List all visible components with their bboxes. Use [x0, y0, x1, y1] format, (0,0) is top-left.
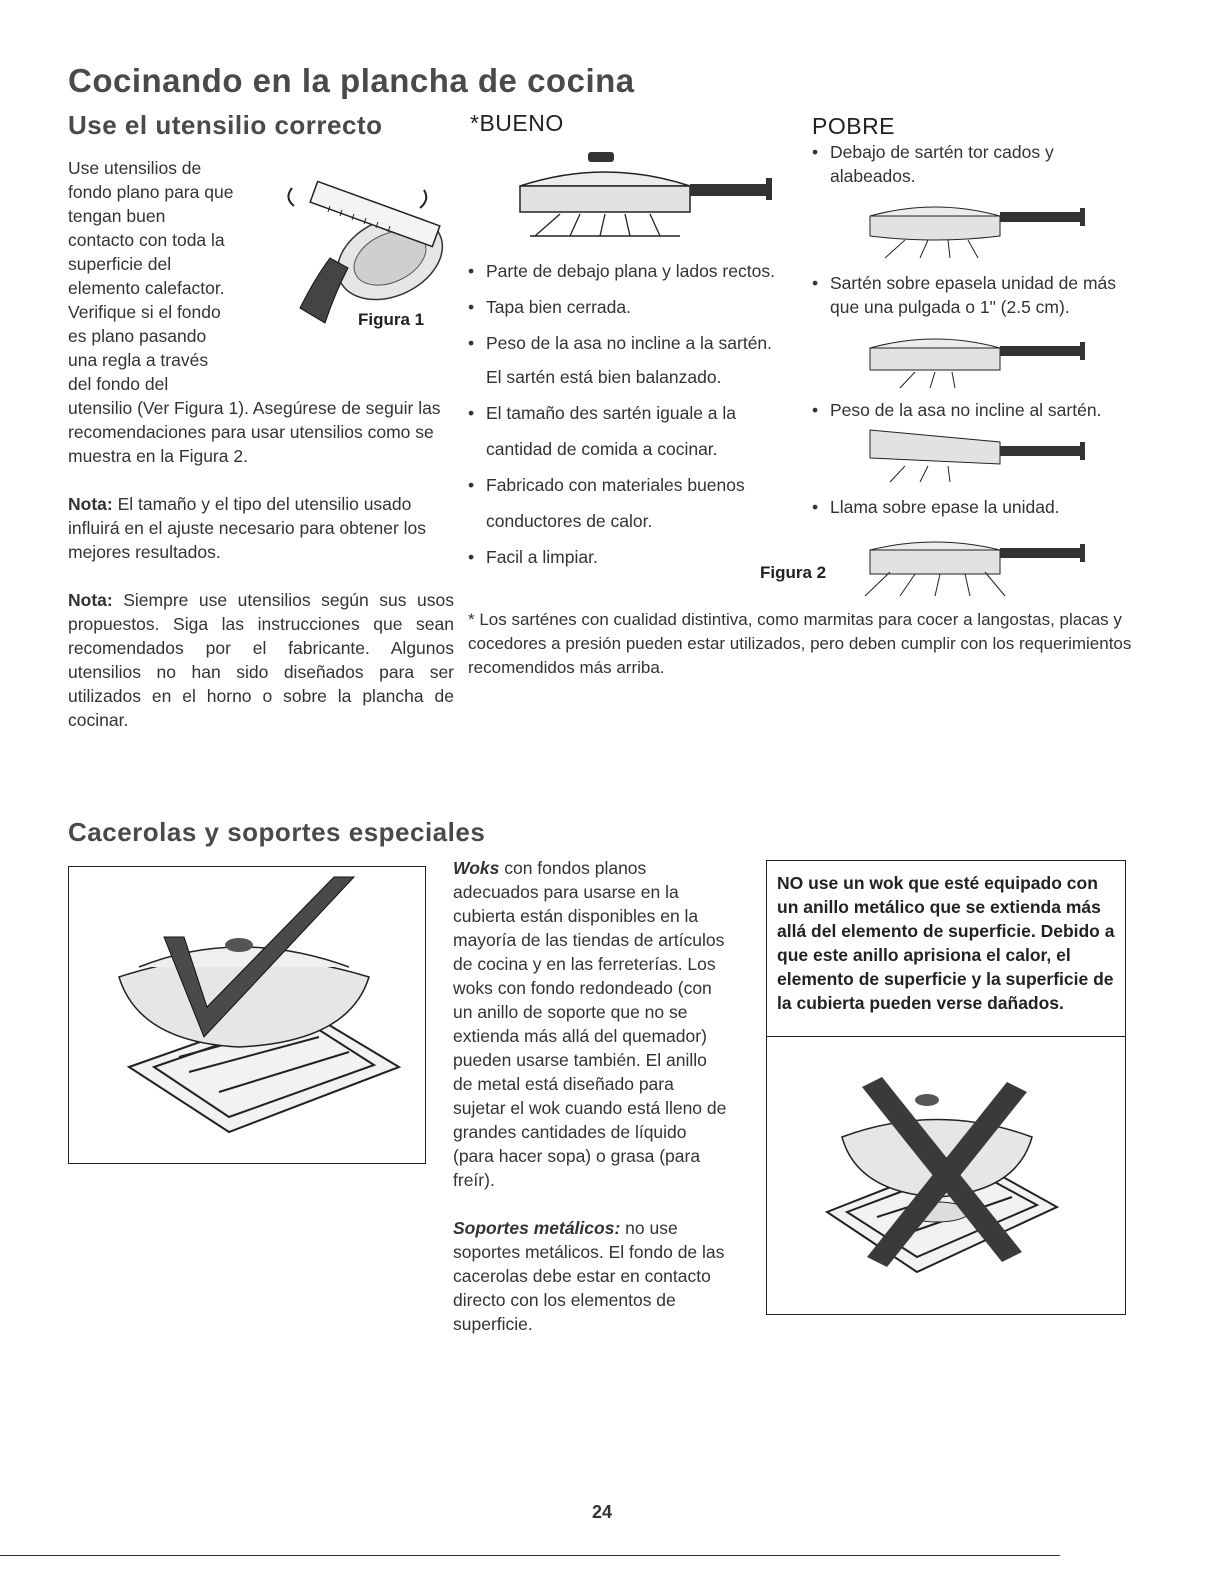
warning-text: NO use un wok que esté equipado con un anillo metálico que se extienda más allá del elemento de superficie. Debido a que este anillo aprisiona el calor, el elemento de superficie y la superficie de la cubierta pueden verse dañados.	[767, 861, 1125, 1037]
intro-text: Use utensilios de fondo plano para que tengan buen contacto con toda la superficie del elemento calefactor. Verifique si el fondo es plano pasando una regla a través del fondo del	[68, 158, 234, 394]
woks-text: Woks con fondos planos adecuados para usarse en la cubierta están disponibles en la mayoría de las tiendas de artículos de cocina y en las ferreterías. Los woks con fondo redondeado (con un anillo de soporte que no se extienda más allá del quemador) pueden usarse también. El anillo de metal está diseñado para sujetar el wok cuando está lleno de grandes cantidades de líquido (para hacer sopa) o grasa (para freír).	[453, 858, 727, 1190]
list-item: • El tamaño des sartén iguale a la cantidad de comida a cocinar.	[466, 401, 811, 461]
list-item: • Facil a limpiar.	[466, 545, 811, 569]
list-item: • Fabricado con materiales buenos conductores de calor.	[466, 473, 811, 533]
bueno-heading: *BUENO	[470, 110, 564, 136]
bottom-rule	[0, 1555, 1060, 1556]
page-number: 24	[592, 1502, 613, 1522]
list-item: • Peso de la asa no incline a la sartén. El sartén está bien balanzado.	[466, 331, 811, 389]
tipped-pan-illustration	[860, 424, 1100, 484]
bueno-list	[466, 259, 811, 569]
figure2-label: Figura 2	[760, 563, 827, 582]
note-1: Nota: El tamaño y el tipo del utensilio usado influirá en el ajuste necesario para obtener los mejores resultados.	[68, 494, 426, 562]
section-heading: Use el utensilio correcto	[68, 110, 383, 140]
warning-box	[766, 860, 1126, 1315]
large-flame-pan-illustration	[860, 532, 1100, 598]
pobre-item-2: • Sartén sobre epasela unidad de más que una pulgada o 1" (2.5 cm).	[810, 271, 1160, 319]
list-item: • Tapa bien cerrada.	[466, 295, 811, 319]
good-pan-illustration	[500, 146, 790, 242]
intro-text-continued: utensilio (Ver Figura 1). Asegúrese de seguir las recomendaciones para usar utensilios como se muestra en la Figura 2.	[68, 398, 441, 466]
bad-wok-figure	[767, 1037, 1125, 1309]
note-2: Nota: Siempre use utensilios según sus usos propuestos. Siga las instrucciones que sean recomendados por el fabricante. Algunos utensilios no han sido diseñados para ser utilizados en el horno o sobre la plancha de cocinar.	[68, 590, 454, 730]
warped-pan-illustration	[860, 192, 1100, 260]
soportes-text: Soportes metálicos: no use soportes metálicos. El fondo de las cacerolas debe estar en contacto directo con los elementos de superficie.	[453, 1218, 725, 1334]
pobre-item-1: • Debajo de sartén tor cados y alabeados.	[810, 140, 1150, 188]
pobre-heading: POBRE	[812, 113, 896, 139]
figure1-label: Figura 1	[358, 310, 425, 329]
good-wok-figure	[68, 866, 426, 1164]
section2-heading: Cacerolas y soportes especiales	[68, 817, 486, 847]
oversized-pan-illustration	[860, 326, 1100, 390]
footnote: * Los sarténes con cualidad distintiva, como marmitas para cocer a langostas, placas y cocedores a presión pueden estar utilizados, pero deben cumplir con los requerimientos recomendidos más arriba.	[468, 610, 1132, 677]
list-item: • Parte de debajo plana y lados rectos.	[466, 259, 811, 283]
page-title: Cocinando en la plancha de cocina	[68, 62, 635, 99]
pobre-item-3: • Peso de la asa no incline al sartén.	[810, 398, 1160, 422]
pobre-item-4: • Llama sobre epase la unidad.	[810, 495, 1160, 519]
